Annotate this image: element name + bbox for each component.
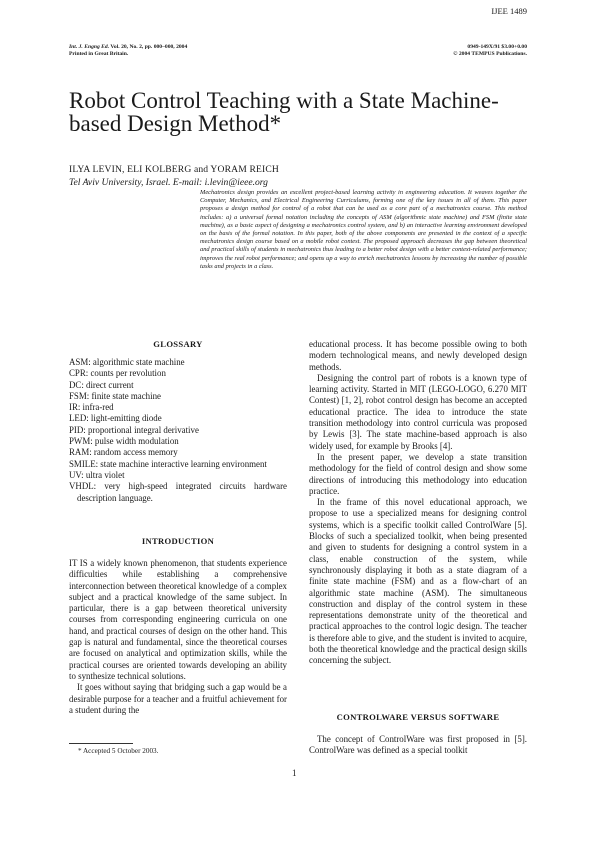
glossary-item: DC: direct current (69, 379, 134, 390)
introduction-text-left (69, 558, 287, 716)
footnote: * Accepted 5 October 2003. (78, 747, 159, 755)
journal-name: Int. J. Engng Ed. (69, 44, 110, 50)
journal-citation (69, 44, 187, 58)
intro-paragraph-3: Designing the control part of robots is a known type of learning activity. Started in MIT (LEGO-LOGO, 6.270 MIT Contest) [1, 2], robot control design has become an accepted educational practice. The idea to introduce the state transition methodology into control curricula was proposed by Lewis [3]. The state machine-based approach is also widely used, for example by Brooks [4]. (309, 372, 527, 451)
footnote-rule (69, 743, 133, 744)
abstract: Mechatronics design provides an excellent project-based learning activity in engineering education. It weaves together the Computer, Mechanics, and Electrical Engineering Curriculums, forming one of the key issues in all of them. This paper proposes a design method for control of a robot that can be used as a core part of a mechatronics course. This method includes: a) a universal formal notation including the concepts of ASM (algorithmic state machine) and FSM (finite state machine), as a basic aspect of designing a mechatronics control system, and b) an interactive learning environment developed on the basis of the formal notation. In this paper, both of the above components are presented in the context of a specific mechatronics design course based on a mobile robot contest. The proposed approach decreases the gap between theoretical and practical skills of students in mechatronics thus leading to a better robot design with a better context-related performance; improves the real robot performance; and opens up a way to enrich mechatronics lessons by increasing the number of possible tasks and projects in a class. (200, 189, 527, 270)
issn: 0949-149X/91 $3.00+0.00 (467, 44, 527, 50)
glossary-item: PID: proportional integral derivative (69, 424, 199, 435)
page-number: 1 (292, 768, 297, 778)
controlware-text (309, 734, 527, 757)
glossary-item: LED: light-emitting diode (69, 413, 162, 424)
intro-paragraph-4: In the present paper, we develop a state transition methodology for the field of control design and show some directions of introducing this methodology into education practice. (309, 451, 527, 496)
glossary-item: VHDL: very high-speed integrated circuits hardware description language. (69, 481, 287, 503)
glossary-item: IR: infra-red (69, 402, 114, 413)
journal-volume: Vol. 20, No. 2, pp. 000–000, 2004 (109, 44, 188, 50)
introduction-text-right (309, 339, 527, 667)
printed-note: Printed in Great Britain. (69, 51, 129, 57)
intro-paragraph-5: In the frame of this novel educational approach, we propose to use a specialized means for designing control systems, which is a specific toolkit called ControlWare [5]. Blocks of such a specialized toolkit, when being presented and given to students for designing a control system in a class, enable construction of the system, while synchronously displaying it both as a state diagram of a finite state machine (FSM) and as a flow-chart of an algorithmic state machine (ASM). The simultaneous construction and display of the control system in these representations demonstrate unity of the theoretical and practical approaches to the control logic design. The teacher is therefore able to give, and the student is invited to acquire, both the theoretical knowledge and the practical design skills concerning the subject. (309, 497, 527, 666)
glossary-item: UV: ultra violet (69, 469, 125, 480)
intro-paragraph-1: IT IS a widely known phenomenon, that students experience difficulties while establishing a comprehensive interconnection between theoretical knowledge of a complex subject and a practical knowledge of the same subject. In particular, there is a gap between theoretical university courses from corresponding engineering curricula on one hand, and practical courses of design on the other hand. This gap is natural and fundamental, since the theoretical courses are focused on analytical and optimization skills, while the practical courses are oriented towards developing an ability to synthesize technical solutions. (69, 558, 287, 681)
paper-title: Robot Control Teaching with a State Machine-based Design Method* (69, 88, 499, 136)
glossary-item: RAM: random access memory (69, 447, 178, 458)
publisher-info (453, 44, 527, 58)
glossary-item: ASM: algorithmic state machine (69, 357, 185, 367)
controlware-heading: CONTROLWARE VERSUS SOFTWARE (336, 712, 500, 722)
controlware-paragraph-1: The concept of ControlWare was first proposed in [5]. ControlWare was defined as a special toolkit (309, 734, 527, 756)
glossary-item: PWM: pulse width modulation (69, 436, 179, 447)
intro-paragraph-2-continued: educational process. It has become possible owing to both modern technological means, and newly developed design methods. (309, 339, 527, 372)
intro-paragraph-2: It goes without saying that bridging such a gap would be a desirable purpose for a teacher and a fruitful achievement for a student during the (69, 682, 287, 715)
glossary-item: CPR: counts per revolution (69, 368, 166, 379)
copyright: © 2004 TEMPUS Publications. (453, 51, 527, 57)
glossary-item: SMILE: state machine interactive learning environment (69, 458, 267, 469)
glossary-item: FSM: finite state machine (69, 390, 161, 401)
glossary-heading: GLOSSARY (153, 339, 203, 349)
affiliation: Tel Aviv University, Israel. E-mail: i.levin@ieee.org (69, 177, 268, 188)
article-code: IJEE 1489 (491, 6, 527, 16)
glossary-list (69, 357, 287, 504)
introduction-heading: INTRODUCTION (141, 536, 215, 546)
authors: ILYA LEVIN, ELI KOLBERG and YORAM REICH (69, 164, 279, 175)
